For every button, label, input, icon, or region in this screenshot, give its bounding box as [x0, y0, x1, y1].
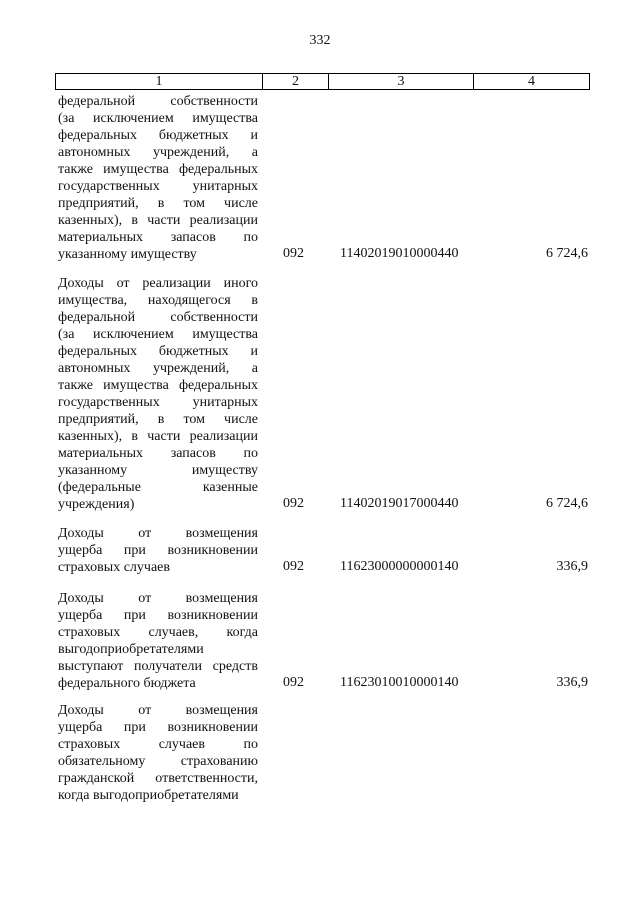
description-line: казенных), в части реализации: [58, 429, 258, 444]
row-description: [58, 702, 258, 804]
description-line: федеральных бюджетных и: [58, 344, 258, 359]
description-line: страховых случаев, когда: [58, 625, 258, 640]
description-line: федеральной собственности: [58, 94, 258, 109]
description-line: гражданской ответственности,: [58, 771, 258, 786]
description-line: имущества, находящегося в: [58, 293, 258, 308]
row-amount: 6 724,6: [546, 246, 588, 261]
row-description: [58, 93, 258, 263]
row-amount: 336,9: [556, 559, 588, 574]
row-code: 092: [283, 559, 304, 574]
description-line: выступают получатели средств: [58, 659, 258, 674]
description-line: предприятий, в том числе: [58, 196, 258, 211]
page-number: 332: [309, 33, 331, 48]
description-line: (за исключением имущества: [58, 111, 258, 126]
description-line: Доходы от реализации иного: [58, 276, 258, 291]
description-line: Доходы от возмещения: [58, 526, 258, 541]
description-line: автономных учреждений, а: [58, 361, 258, 376]
description-line: обязательному страхованию: [58, 754, 258, 769]
description-line: предприятий, в том числе: [58, 412, 258, 427]
description-line: ущерба при возникновении: [58, 608, 258, 623]
description-line: ущерба при возникновении: [58, 720, 258, 735]
description-line: материальных запасов по: [58, 446, 258, 461]
description-line: указанному имуществу: [58, 463, 258, 478]
description-line: учреждения): [58, 497, 135, 512]
description-line: государственных унитарных: [58, 395, 258, 410]
row-code: 092: [283, 675, 304, 690]
column-header-3: 3: [328, 73, 474, 90]
description-line: федерального бюджета: [58, 676, 196, 691]
description-line: также имущества федеральных: [58, 162, 258, 177]
row-kbk-code: 11402019017000440: [340, 496, 459, 511]
description-line: федеральной собственности: [58, 310, 258, 325]
description-line: автономных учреждений, а: [58, 145, 258, 160]
column-header-4: 4: [473, 73, 590, 90]
description-line: когда выгодоприобретателями: [58, 788, 239, 803]
description-line: выгодоприобретателями: [58, 642, 204, 657]
row-kbk-code: 11623010010000140: [340, 675, 459, 690]
column-header-2: 2: [262, 73, 329, 90]
description-line: Доходы от возмещения: [58, 703, 258, 718]
description-line: казенных), в части реализации: [58, 213, 258, 228]
description-line: указанному имуществу: [58, 247, 197, 262]
row-description: [58, 275, 258, 513]
row-kbk-code: 11623000000000140: [340, 559, 459, 574]
description-line: ущерба при возникновении: [58, 543, 258, 558]
row-amount: 6 724,6: [546, 496, 588, 511]
description-line: Доходы от возмещения: [58, 591, 258, 606]
row-kbk-code: 11402019010000440: [340, 246, 459, 261]
row-code: 092: [283, 246, 304, 261]
description-line: (за исключением имущества: [58, 327, 258, 342]
description-line: страховых случаев: [58, 560, 170, 575]
description-line: материальных запасов по: [58, 230, 258, 245]
row-code: 092: [283, 496, 304, 511]
description-line: страховых случаев по: [58, 737, 258, 752]
column-header-1: 1: [55, 73, 263, 90]
description-line: государственных унитарных: [58, 179, 258, 194]
row-description: [58, 590, 258, 692]
description-line: (федеральные казенные: [58, 480, 258, 495]
row-amount: 336,9: [556, 675, 588, 690]
row-description: [58, 525, 258, 576]
description-line: также имущества федеральных: [58, 378, 258, 393]
description-line: федеральных бюджетных и: [58, 128, 258, 143]
